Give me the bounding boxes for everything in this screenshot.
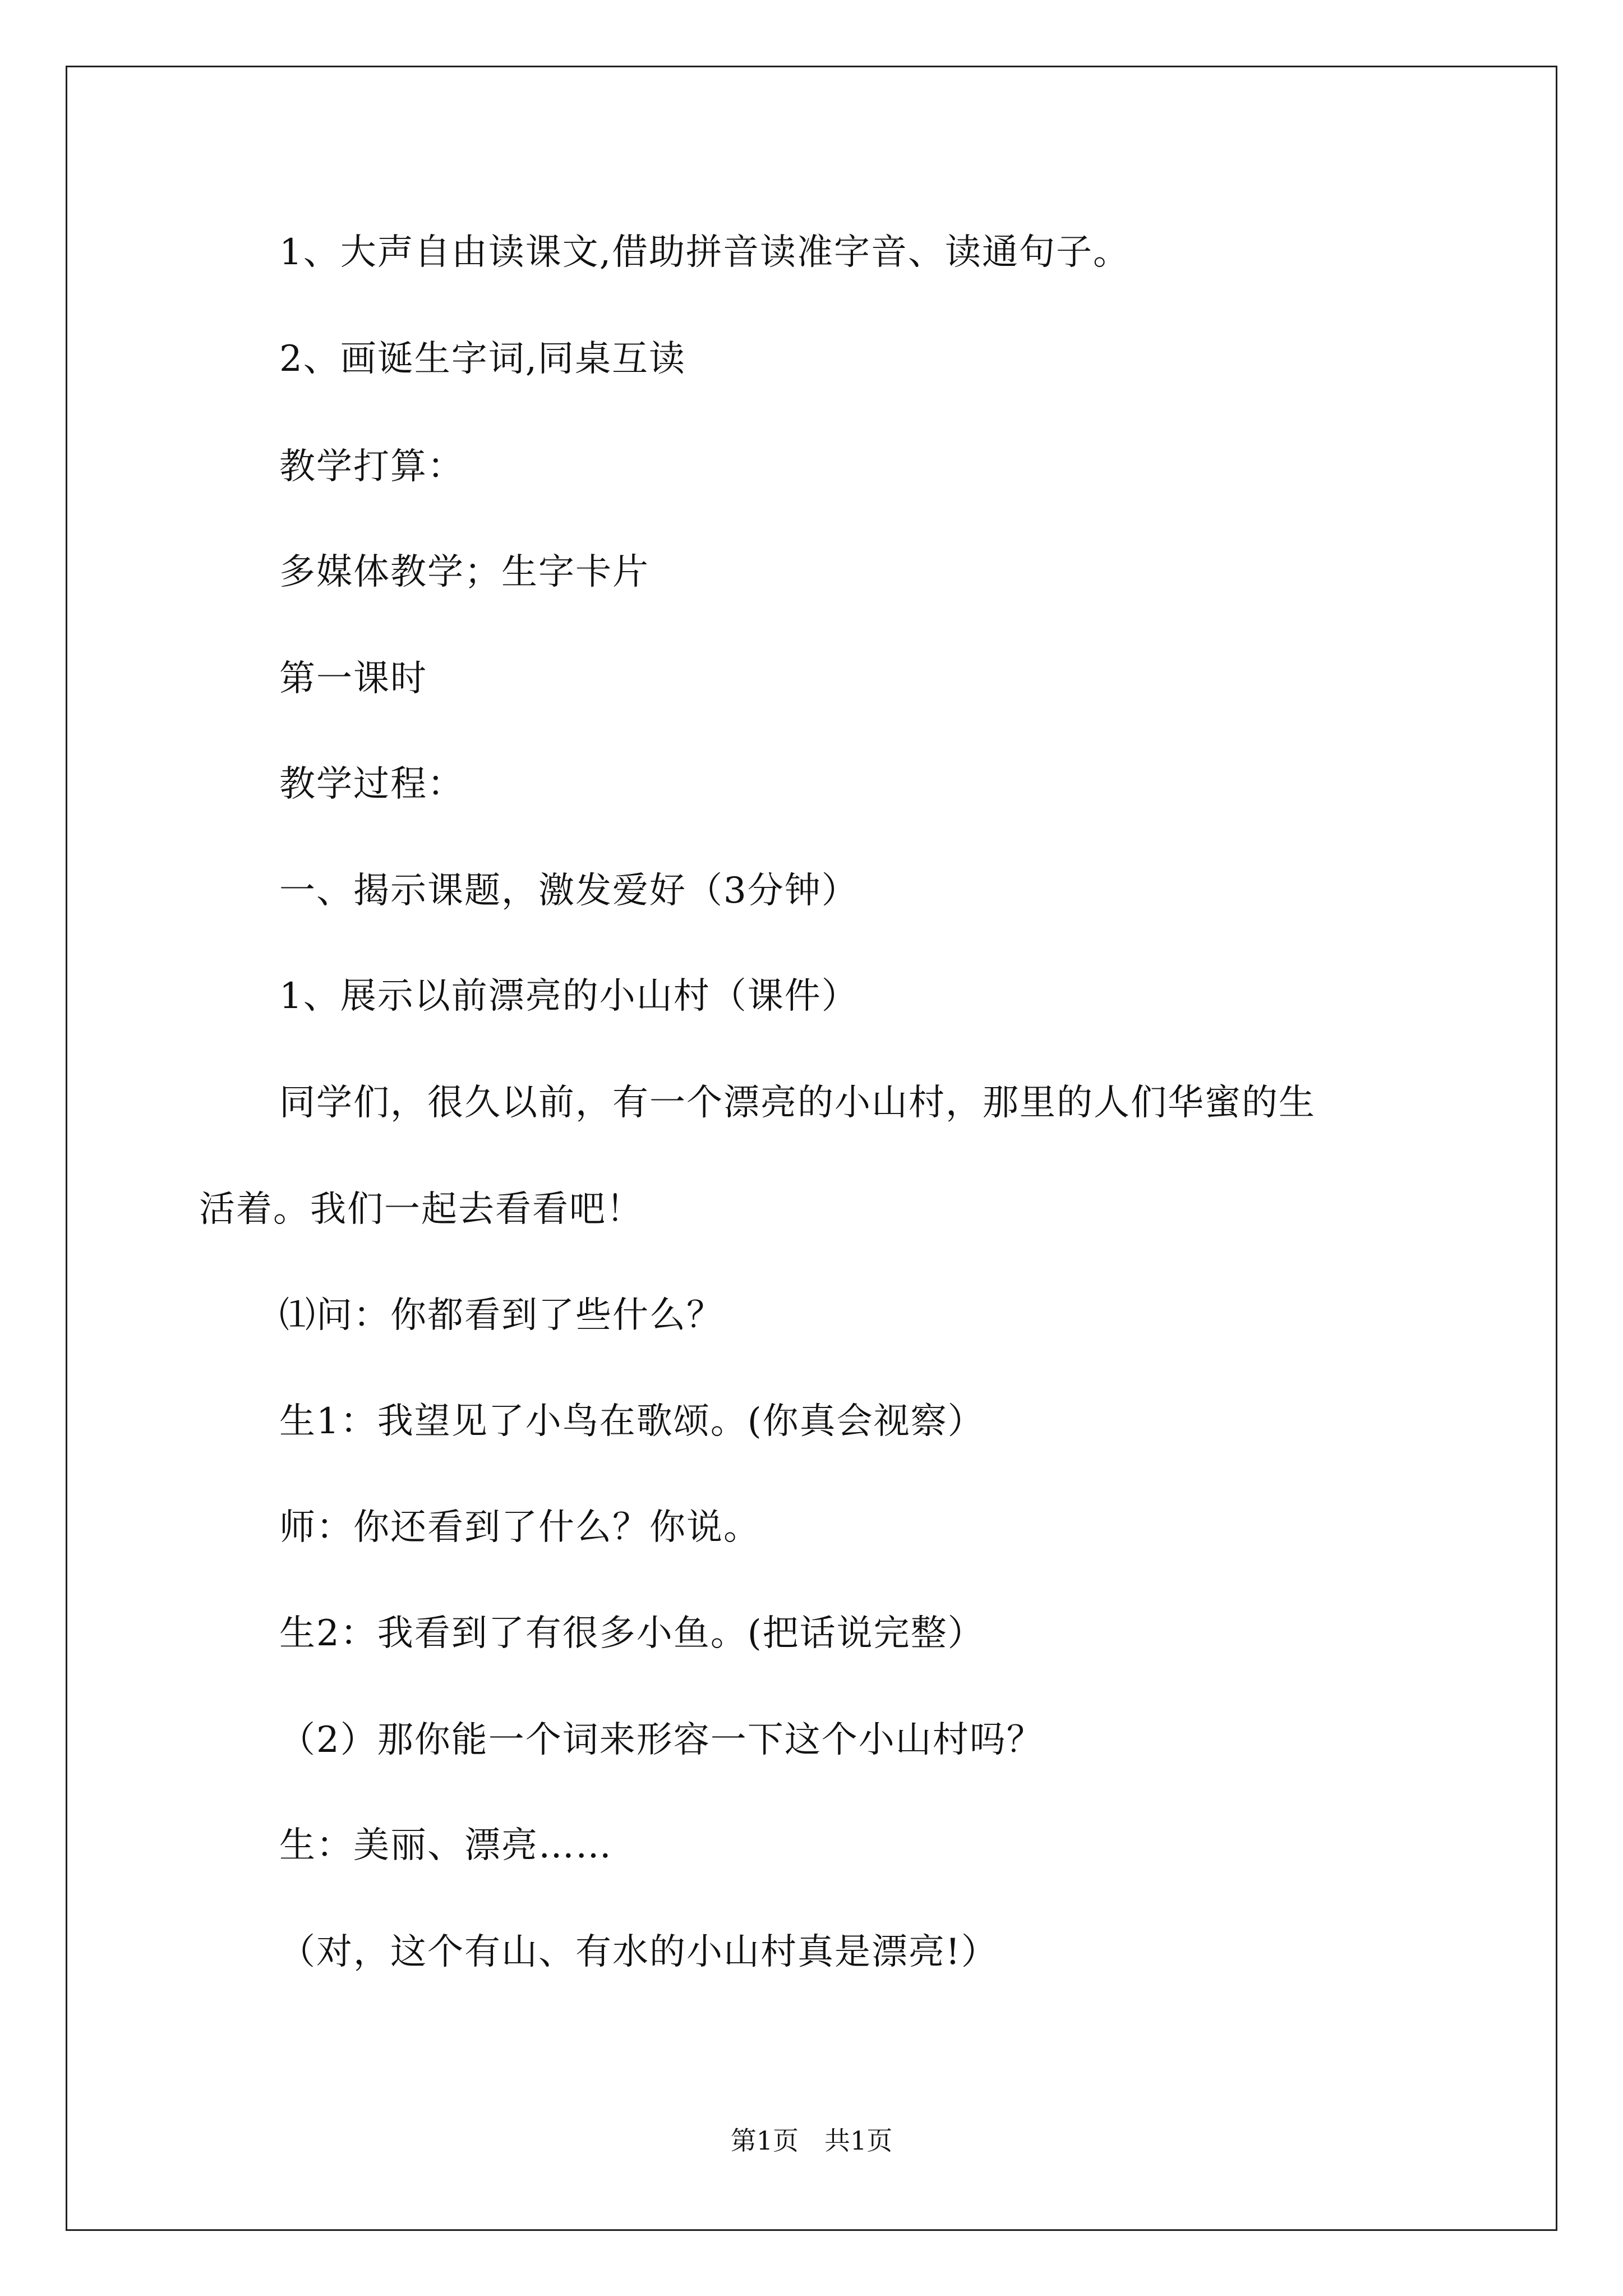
paragraph: ⑴问：你都看到了些什么？ — [279, 1295, 723, 1336]
paragraph: 多媒体教学；生字卡片 — [279, 551, 649, 593]
paragraph: 生：美丽、漂亮…… — [279, 1825, 612, 1866]
page-footer: 第1页 共1页 — [730, 2125, 893, 2156]
paragraph: 教学过程： — [279, 763, 464, 805]
paragraph: 2、画诞生字词,同桌互读 — [279, 338, 686, 380]
paragraph: 第一课时 — [279, 658, 427, 700]
paragraph-continuation: 活着。我们一起去看看吧！ — [199, 1189, 643, 1230]
paragraph: 教学打算： — [279, 446, 464, 487]
paragraph: 同学们，很久以前，有一个漂亮的小山村，那里的人们华蜜的生 — [279, 1082, 1316, 1124]
paragraph: 师：你还看到了什么？你说。 — [279, 1507, 760, 1548]
paragraph: 1、大声自由读课文,借助拼音读准字音、读通句子。 — [279, 232, 1131, 273]
paragraph: 一、揭示课题，激发爱好（3分钟） — [279, 870, 859, 912]
paragraph: 1、展示以前漂亮的小山村（课件） — [279, 976, 859, 1017]
paragraph: 生1：我望见了小鸟在歌颂。(你真会视察） — [279, 1401, 985, 1442]
paragraph: （对，这个有山、有水的小山村真是漂亮!） — [279, 1931, 998, 1973]
paragraph: （2）那你能一个词来形容一下这个小山村吗？ — [279, 1719, 1044, 1761]
paragraph: 生2：我看到了有很多小鱼。(把话说完整） — [279, 1613, 985, 1654]
